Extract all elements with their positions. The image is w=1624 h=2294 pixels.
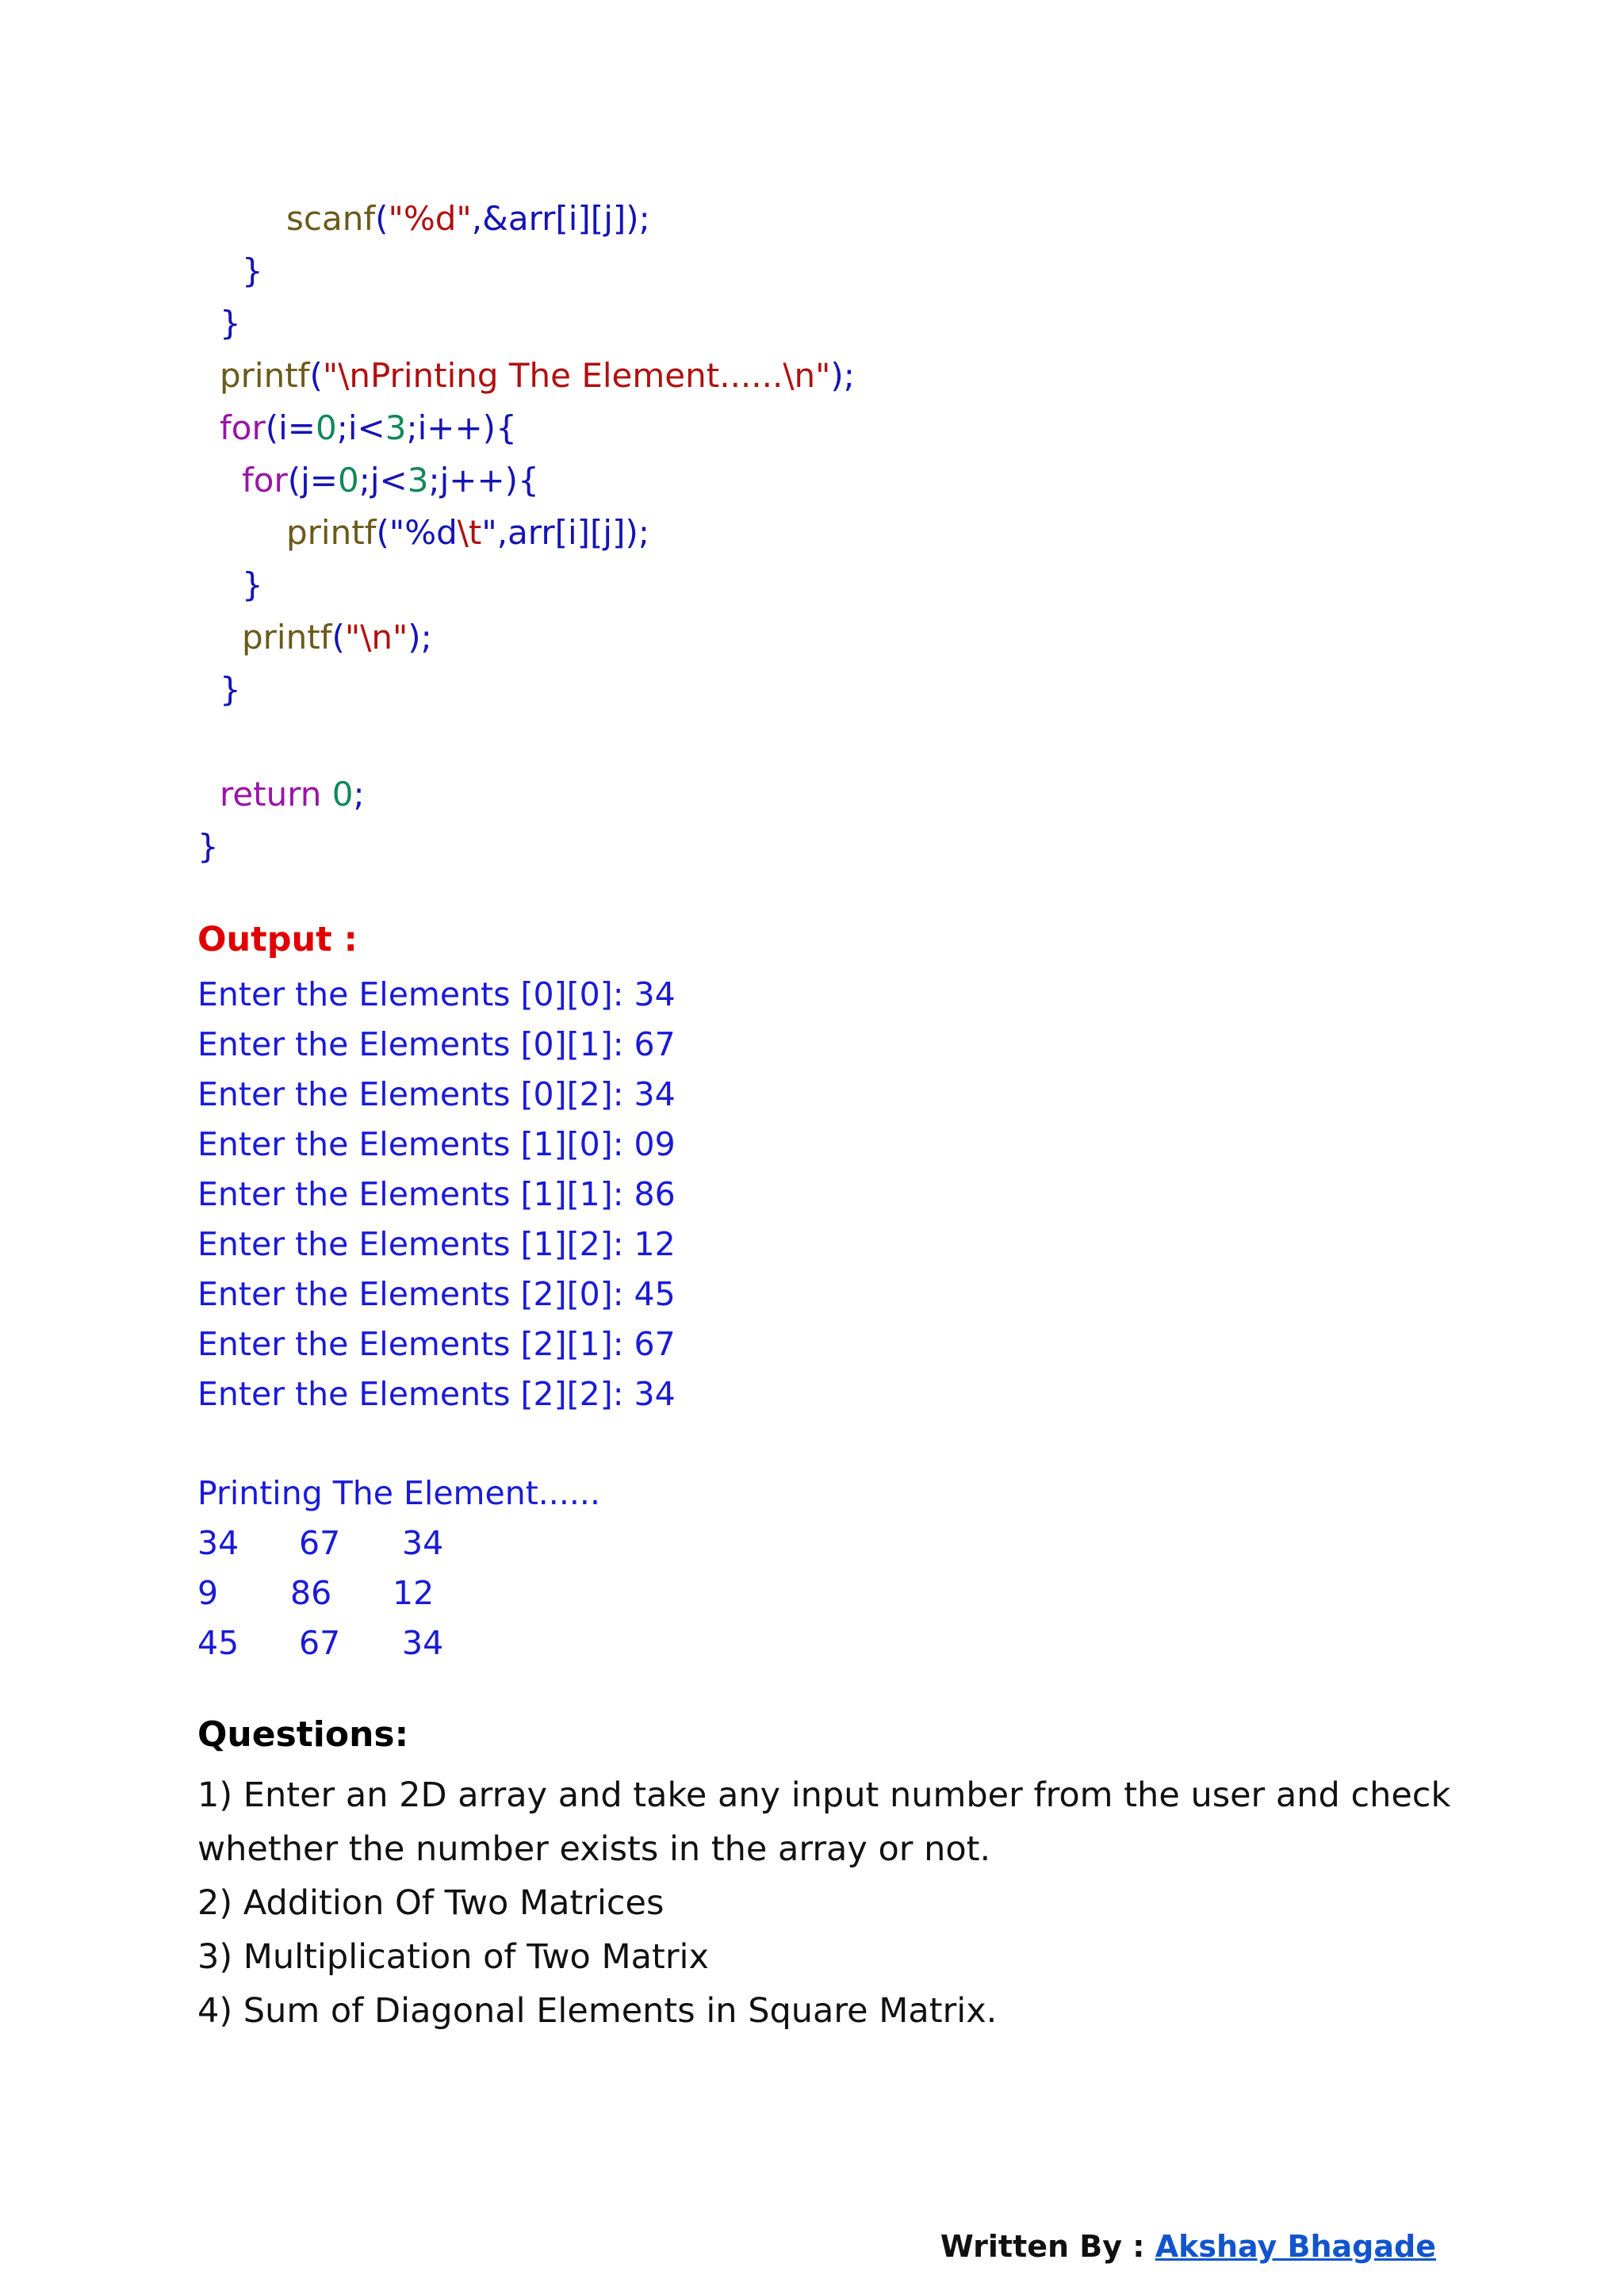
matrix-cell: 86 — [290, 1574, 332, 1612]
question-line: 3) Multiplication of Two Matrix — [197, 1937, 709, 1977]
output-line: Enter the Elements [2][2]: 34 — [197, 1375, 676, 1413]
code-line-9: printf("\n"); — [242, 618, 432, 657]
matrix-cell: 34 — [402, 1624, 444, 1662]
output-heading: Output : — [197, 920, 358, 959]
output-line: Enter the Elements [0][1]: 67 — [197, 1025, 676, 1063]
output-line: Enter the Elements [2][1]: 67 — [197, 1325, 676, 1363]
question-line: 2) Addition Of Two Matrices — [197, 1883, 665, 1923]
output-line: Enter the Elements [2][0]: 45 — [197, 1275, 676, 1313]
output-line: Enter the Elements [1][1]: 86 — [197, 1175, 676, 1213]
question-line: whether the number exists in the array or not. — [197, 1829, 991, 1869]
code-line-4: printf("\nPrinting The Element......\n"); — [220, 356, 855, 395]
output-line: Enter the Elements [0][2]: 34 — [197, 1075, 676, 1113]
code-line-11: return 0; — [220, 775, 365, 814]
question-line: 1) Enter an 2D array and take any input number from the user and check — [197, 1775, 1451, 1815]
printing-heading: Printing The Element...... — [197, 1474, 600, 1512]
code-line-1: scanf("%d",&arr[i][j]); — [286, 199, 650, 238]
matrix-cell: 34 — [197, 1524, 239, 1562]
matrix-cell: 9 — [197, 1574, 219, 1612]
output-line: Enter the Elements [0][0]: 34 — [197, 975, 676, 1013]
matrix-cell: 12 — [393, 1574, 435, 1612]
code-line-12: } — [197, 827, 219, 866]
code-line-10: } — [220, 670, 241, 709]
code-line-3: } — [220, 304, 241, 343]
matrix-cell: 67 — [299, 1524, 341, 1562]
footer — [940, 2228, 1436, 2265]
code-line-6: for(j=0;j<3;j++){ — [242, 461, 539, 500]
matrix-cell: 67 — [299, 1624, 341, 1662]
output-line: Enter the Elements [1][2]: 12 — [197, 1225, 676, 1263]
questions-heading: Questions: — [197, 1714, 409, 1755]
footer-label: Written By : — [940, 2229, 1155, 2264]
code-line-5: for(i=0;i<3;i++){ — [220, 408, 517, 447]
author-link[interactable]: Akshay Bhagade — [1155, 2229, 1436, 2264]
output-line: Enter the Elements [1][0]: 09 — [197, 1125, 676, 1163]
question-line: 4) Sum of Diagonal Elements in Square Matrix. — [197, 1991, 998, 2031]
code-line-7: printf("%d\t",arr[i][j]); — [286, 513, 650, 552]
matrix-cell: 34 — [402, 1524, 444, 1562]
matrix-cell: 45 — [197, 1624, 239, 1662]
code-line-8: } — [242, 565, 263, 604]
code-line-2: } — [242, 251, 263, 290]
